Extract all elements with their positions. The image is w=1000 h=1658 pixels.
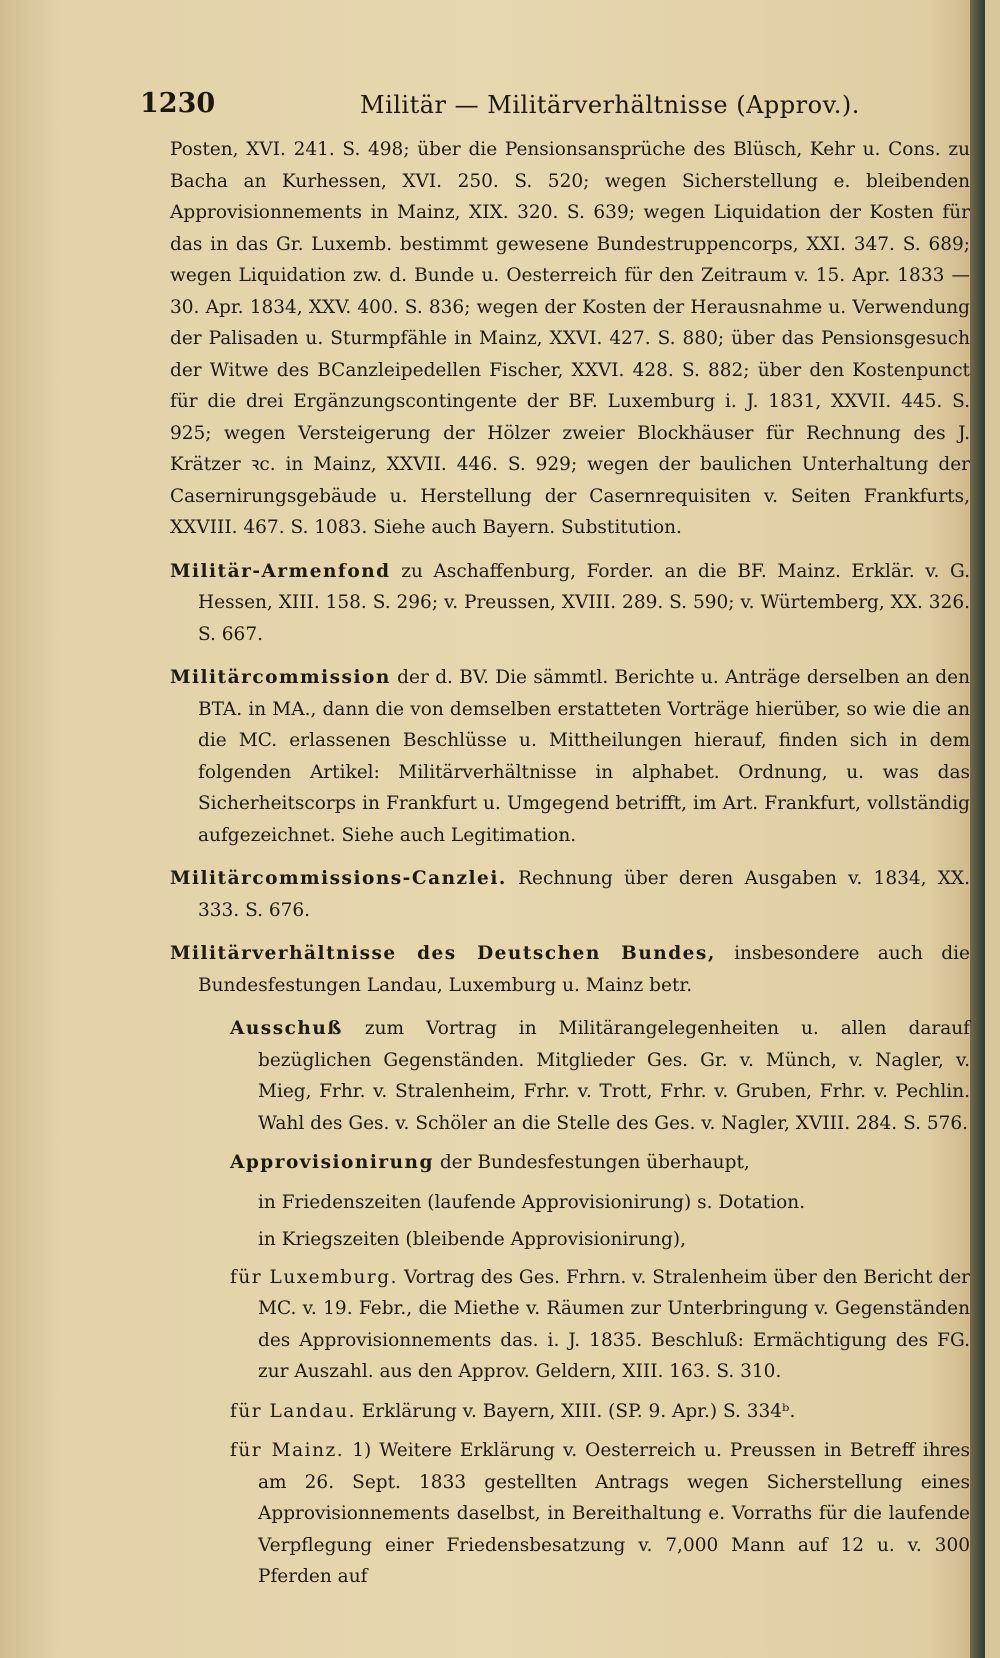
place-landau [230,1396,970,1428]
subentry-text: der Bundesfestungen überhaupt, [439,1152,750,1173]
entry-continuation [170,134,970,544]
approv-line-kriegszeiten [258,1224,970,1256]
subentry-head: Approvisionirung [230,1152,434,1173]
entry-text: insbesondere auch die Bundesfestungen Landau, Luxemburg u. Mainz betr. [198,943,970,996]
place-text: 1) Weitere Erklärung v. Oesterreich u. Preussen in Betreff ihres am 26. Sept. 1833 gestellten Antrags wegen Sicherstellung eines Approvisionnements daselbst, in Bereithaltung e. Vorraths für die laufende Verpflegung einer Friedensbesatzung v. 7,000 Mann auf 12 u. v. 300 Pferden auf [258,1440,970,1587]
running-head: Militär — Militärverhältnisse (Approv.). [360,91,860,119]
approv-line-friedenszeiten [258,1187,970,1219]
subentry-approvisionirung [230,1147,970,1179]
entry-text: Posten, XVI. 241. S. 498; über die Pensionsansprüche des Blüsch, Kehr u. Cons. zu Bacha an Kurhessen, XVI. 250. S. 520; wegen Sicherstellung e. bleibenden Approvisionnements in Mainz, XIX. 320. S. 639; wegen Liquidation der Kosten für das in das Gr. Luxemb. bestimmt gewesene Bundestruppencorps, XXI. 347. S. 689; wegen Liquidation zw. d. Bunde u. Oesterreich für den Zeitraum v. 15. Apr. 1833 — 30. Apr. 1834, XXV. 400. S. 836; wegen der Kosten der Herausnahme u. Verwendung der Palisaden u. Sturmpfähle in Mainz, XXVI. 427. S. 880; über das Pensionsgesuch der Witwe des BCanzleipedellen Fischer, XXVI. 428. S. 882; über den Kostenpunct für die drei Ergänzungscontingente der BF. Luxemburg i. J. 1831, XXVII. 445. S. 925; wegen Versteigerung der Hölzer zweier Blockhäuser für Rechnung des J. Krätzer ꝛc. in Mainz, XXVII. 446. S. 929; wegen der baulichen Unterhaltung der Casernirungsgebäude u. Herstellung der Casernrequisiten v. Seiten Frankfurts, XXVIII. 467. S. 1083. Siehe auch Bayern. Substitution. [170,139,970,538]
entry-text: zu Aschaffenburg, Forder. an die BF. Mainz. Erklär. v. G. Hessen, XIII. 158. S. 296; v. Preussen, XVIII. 289. S. 590; v. Würtemberg, XX. 326. S. 667. [198,560,970,645]
page-edge-shadow [970,0,985,1658]
place-text: Vortrag des Ges. Frhrn. v. Stralenheim über den Bericht der MC. v. 19. Febr., die Miethe v. Räumen zur Unterbringung v. Gegenständen des Approvisionnements das. i. J. 1835. Beschluß: Ermächtigung des FG. zur Auszahl. aus den Approv. Geldern, XIII. 163. S. 310. [258,1266,970,1382]
place-luxemburg [230,1262,970,1388]
place-text: Erklärung v. Bayern, XIII. (SP. 9. Apr.) S. 334ᵇ. [361,1400,796,1422]
page-header [140,88,980,128]
entry-head: Militär-Armenfond [170,560,391,582]
place-head: für Landau. [230,1400,356,1422]
approv-line-text: in Friedenszeiten (laufende Approvisionirung) s. Dotation. [258,1191,806,1213]
place-head: für Luxemburg. [230,1266,398,1288]
index-content [170,134,970,1601]
entry-head: Militärverhältnisse des Deutschen Bundes, [170,943,716,964]
entry-militaercommissions-canzlei [170,863,970,926]
place-head: für Mainz. [230,1440,345,1461]
subentry-text: zum Vortrag in Militärangelegenheiten u. allen darauf bezüglichen Gegenständen. Mitglieder Ges. Gr. v. Münch, v. Nagler, v. Mieg, Frhr. v. Stralenheim, Frhr. v. Trott, Frhr. v. Gruben, Frhr. v. Pechlin. Wahl des Ges. v. Schöler an die Stelle des Ges. v. Nagler, XVIII. 284. S. 576. [258,1018,970,1134]
entry-militaercommission [170,662,970,851]
entry-militaer-armenfond [170,556,970,651]
entry-text: Rechnung über deren Ausgaben v. 1834, XX. 333. S. 676. [198,868,970,921]
entry-text: der d. BV. Die sämmtl. Berichte u. Anträge derselben an den BTA. in MA., dann die von demselben erstatteten Vorträge hierüber, so wie die an die MC. erlassenen Beschlüsse u. Mittheilungen hierauf, finden sich in dem folgenden Artikel: Militärverhältnisse in alphabet. Ordnung, u. was das Sicherheitscorps in Frankfurt u. Umgegend betrifft, im Art. Frankfurt, vollständig aufgezeichnet. Siehe auch Legitimation. [198,667,970,846]
place-mainz [230,1435,970,1593]
entry-head: Militärcommissions-Canzlei. [170,868,507,889]
subentry-ausschuss [230,1013,970,1139]
entry-militaerverhaeltnisse [170,938,970,1001]
approv-line-text: in Kriegszeiten (bleibende Approvisionirung), [258,1229,686,1250]
page-number: 1230 [140,88,216,119]
subentry-head: Ausschuß [230,1018,343,1039]
entry-head: Militärcommission [170,667,391,688]
